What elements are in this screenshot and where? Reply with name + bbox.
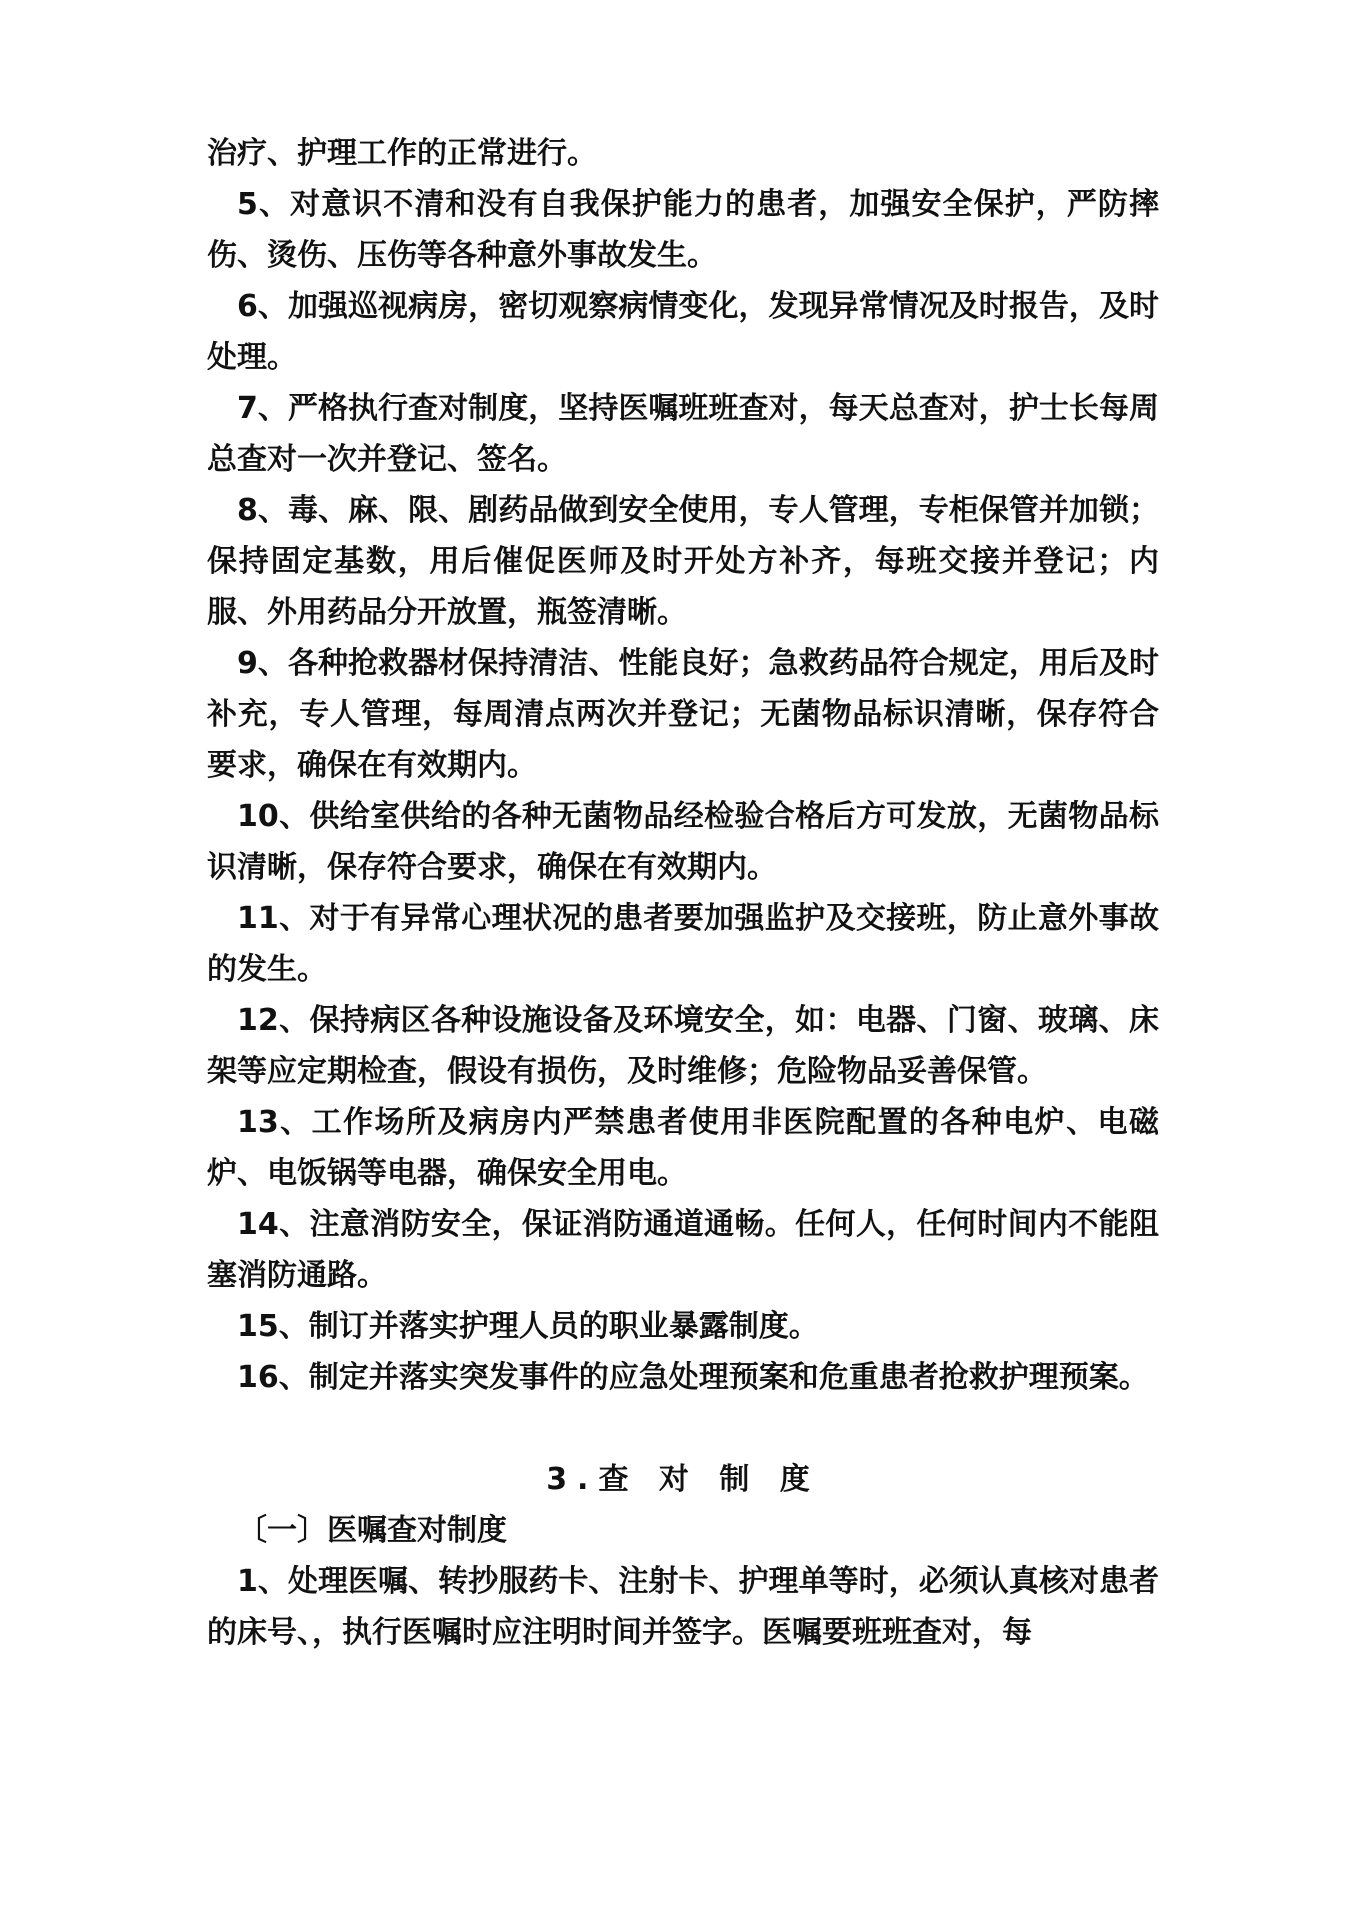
paragraph-item-7: 7、严格执行查对制度，坚持医嘱班班查对，每天总查对，护士长每周总查对一次并登记、签名。 <box>207 391 1159 477</box>
section-heading: 3.查 对 制 度 <box>546 1462 820 1497</box>
document-body <box>207 128 1159 1658</box>
paragraph-item-6: 6、加强巡视病房，密切观察病情变化，发现异常情况及时报告，及时处理。 <box>207 289 1159 375</box>
paragraph-item-11: 11、对于有异常心理状况的患者要加强监护及交接班，防止意外事故的发生。 <box>207 901 1159 987</box>
paragraph-item-8: 8、毒、麻、限、剧药品做到安全使用，专人管理，专柜保管并加锁；保持固定基数，用后催促医师及时开处方补齐，每班交接并登记；内服、外用药品分开放置，瓶签清晰。 <box>207 493 1159 630</box>
subsection-heading: 〔一〕医嘱查对制度 <box>237 1513 507 1548</box>
paragraph-item-14: 14、注意消防安全，保证消防通道通畅。任何人，任何时间内不能阻塞消防通路。 <box>207 1207 1159 1293</box>
paragraph-continued: 治疗、护理工作的正常进行。 <box>207 136 597 171</box>
section-paragraph-item-1: 1、处理医嘱、转抄服药卡、注射卡、护理单等时，必须认真核对患者的床号、，执行医嘱时应注明时间并签字。医嘱要班班查对，每 <box>207 1564 1159 1650</box>
paragraph-item-5: 5、对意识不清和没有自我保护能力的患者，加强安全保护，严防摔伤、烫伤、压伤等各种意外事故发生。 <box>207 187 1159 273</box>
paragraph-item-13: 13、工作场所及病房内严禁患者使用非医院配置的各种电炉、电磁炉、电饭锅等电器，确保安全用电。 <box>207 1105 1159 1191</box>
paragraph-item-10: 10、供给室供给的各种无菌物品经检验合格后方可发放，无菌物品标识清晰，保存符合要求，确保在有效期内。 <box>207 799 1159 885</box>
paragraph-item-12: 12、保持病区各种设施设备及环境安全，如：电器、门窗、玻璃、床架等应定期检查，假设有损伤，及时维修；危险物品妥善保管。 <box>207 1003 1159 1089</box>
paragraph-item-16: 16、制定并落实突发事件的应急处理预案和危重患者抢救护理预案。 <box>237 1360 1149 1395</box>
paragraph-item-9: 9、各种抢救器材保持清洁、性能良好；急救药品符合规定，用后及时补充，专人管理，每周清点两次并登记；无菌物品标识清晰，保存符合要求，确保在有效期内。 <box>207 646 1159 783</box>
paragraph-item-15: 15、制订并落实护理人员的职业暴露制度。 <box>237 1309 819 1344</box>
